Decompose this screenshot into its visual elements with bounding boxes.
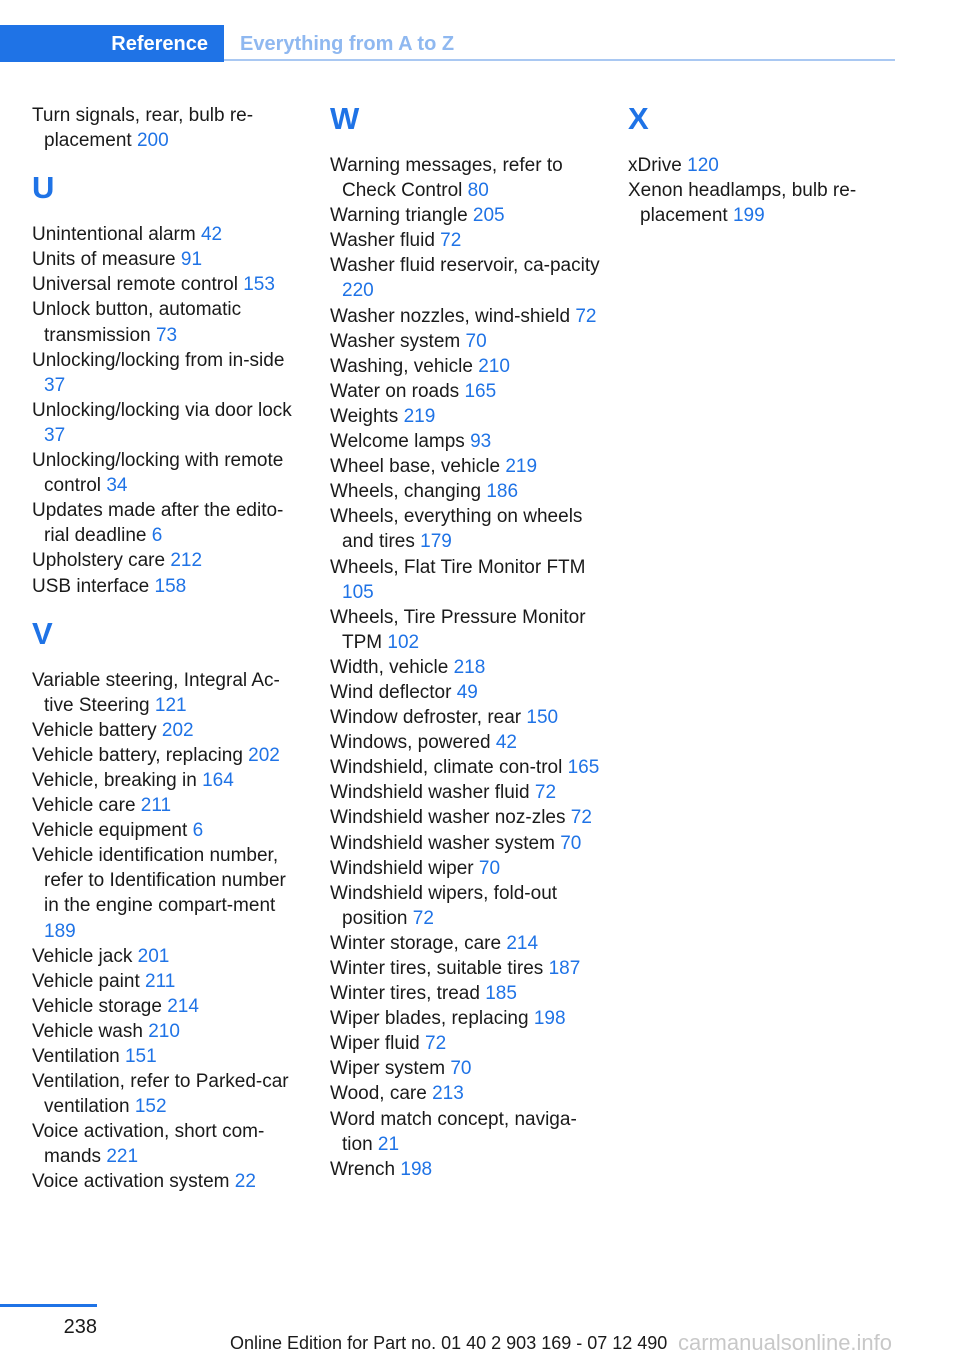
index-entry [330, 956, 602, 981]
chapter-tab[interactable] [0, 25, 224, 62]
index-entry-text: Warning triangle [330, 205, 468, 227]
index-entry-text: Wheels, everything on wheels and tires [330, 506, 583, 553]
page-reference-link[interactable]: 219 [403, 405, 436, 427]
index-entry-text: USB interface [32, 575, 150, 597]
index-entry [32, 297, 304, 347]
index-entry [330, 253, 602, 303]
index-entry [32, 498, 304, 548]
index-entry-text: Voice activation system [32, 1171, 230, 1193]
index-letter-heading: U [32, 170, 55, 206]
index-entry [628, 153, 900, 178]
index-entry [330, 856, 602, 881]
index-entry-text: Unlocking/locking with remote control [32, 450, 284, 497]
page-number: 238 [63, 1316, 97, 1338]
page-reference-link[interactable]: 201 [137, 945, 170, 967]
page-reference-link[interactable]: 200 [136, 130, 169, 152]
index-entry-text: Winter tires, suitable tires [330, 958, 544, 979]
index-letter-heading: W [330, 101, 360, 136]
page-reference-link[interactable]: 202 [161, 719, 194, 741]
index-entry-text: Vehicle battery [32, 719, 157, 741]
index-entry [32, 768, 304, 793]
page-reference-link[interactable]: 202 [248, 744, 280, 766]
page-reference-link[interactable]: 212 [170, 550, 203, 572]
page-reference-link[interactable]: 165 [464, 380, 497, 402]
index-entry [330, 1031, 602, 1056]
index-entry-text: Windshield washer fluid [330, 782, 530, 804]
index-entry [32, 247, 304, 272]
index-entry-text: Windshield washer system [330, 832, 555, 854]
index-entry [330, 655, 602, 680]
index-letter-heading: V [32, 615, 53, 651]
page-reference-link[interactable]: 72 [440, 230, 462, 252]
index-entry [330, 1056, 602, 1081]
page-reference-link[interactable]: 72 [412, 907, 434, 929]
index-entry-text: Windshield, climate con-trol [330, 757, 563, 779]
page-reference-link[interactable]: 213 [432, 1083, 464, 1105]
index-entry-text: Windshield wiper [330, 857, 474, 879]
index-entry-text: Wind deflector [330, 681, 452, 703]
index-entry-text: Vehicle equipment [32, 820, 188, 842]
index-entry [330, 329, 602, 354]
index-entry [330, 730, 602, 755]
index-entry-text: Winter storage, care [330, 932, 502, 954]
chapter-tab-label: Reference [111, 33, 208, 55]
page-reference-link[interactable]: 210 [148, 1020, 180, 1042]
index-entry [330, 831, 602, 856]
page-reference-link[interactable]: 72 [425, 1033, 447, 1055]
index-entry-text: Unlock button, automatic transmission [32, 299, 242, 346]
index-entry-text: Ventilation, refer to Parked-car ventilation [32, 1071, 289, 1118]
page-reference-link[interactable]: 70 [450, 1058, 472, 1080]
index-entry-text: Wheels, Flat Tire Monitor FTM [330, 556, 586, 578]
page-header [0, 25, 895, 62]
section-title[interactable]: Everything from A to Z [240, 33, 455, 55]
page-reference-link[interactable]: 189 [44, 920, 76, 942]
page-reference-link[interactable]: 70 [465, 330, 487, 352]
page-reference-link[interactable]: 218 [453, 656, 486, 678]
index-entry [32, 843, 304, 943]
page-reference-link[interactable]: 187 [548, 958, 581, 979]
index-entry-text: Word match concept, naviga-tion [330, 1108, 577, 1155]
index-entry-text: Wrench [330, 1158, 396, 1180]
index-entry [32, 222, 304, 247]
index-entry [32, 548, 304, 573]
index-entry [32, 1044, 304, 1069]
page-reference-link[interactable]: 211 [140, 795, 172, 817]
index-entry-text: Unlocking/locking from in-side [32, 349, 285, 371]
index-entry [628, 178, 900, 228]
index-letter-heading: X [628, 101, 649, 136]
index-entry-text: Xenon headlamps, bulb re-placement [628, 180, 857, 227]
index-entry [330, 881, 602, 931]
index-entry-text: Washer fluid reservoir, ca-pacity [330, 255, 600, 277]
page-reference-link[interactable]: 72 [575, 305, 597, 327]
index-entry [330, 479, 602, 504]
index-entry-text: Windows, powered [330, 732, 491, 754]
page-reference-link[interactable]: 70 [478, 857, 501, 879]
page-reference-link[interactable]: 121 [154, 694, 187, 716]
index-entry-text: Welcome lamps [330, 431, 465, 453]
index-entry [32, 574, 304, 599]
index-entry [330, 504, 602, 554]
index-entry [32, 718, 304, 743]
index-entry-text: Universal remote control [32, 274, 238, 296]
index-entry-text: Vehicle storage [32, 995, 162, 1017]
index-entry-text: Ventilation [32, 1046, 120, 1067]
index-entry-text: Windshield wipers, fold-out position [330, 882, 558, 929]
page-reference-link[interactable]: 120 [687, 155, 719, 176]
index-entry-text: Windshield washer noz-zles [330, 807, 566, 829]
page-reference-link[interactable]: 42 [495, 732, 517, 754]
page-reference-link[interactable]: 6 [192, 820, 204, 842]
page-reference-link[interactable]: 72 [570, 807, 592, 829]
index-entry [32, 1069, 304, 1119]
index-entry [32, 1019, 304, 1044]
index-entry [32, 793, 304, 818]
index-entry [330, 1107, 602, 1157]
index-entry [330, 203, 602, 228]
index-entry-text: Voice activation, short com-mands [32, 1121, 265, 1168]
index-entry [330, 1157, 602, 1182]
index-entry [330, 805, 602, 830]
page-reference-link[interactable]: 164 [202, 769, 234, 791]
page-reference-link[interactable]: 91 [180, 249, 203, 271]
page-reference-link[interactable]: 105 [342, 581, 374, 603]
index-entry-text: Washing, vehicle [330, 355, 473, 377]
index-entry-text: Vehicle battery, replacing [32, 744, 243, 766]
page-reference-link[interactable]: 49 [456, 681, 478, 703]
index-entry [32, 272, 304, 297]
index-entry [330, 404, 602, 429]
index-entry [32, 1169, 304, 1194]
index-entry [330, 680, 602, 705]
page-reference-link[interactable]: 199 [732, 205, 765, 227]
index-entry-text: Wheels, changing [330, 481, 482, 503]
index-entry-text: Weights [330, 405, 399, 427]
page-reference-link[interactable]: 42 [200, 224, 223, 246]
page-reference-link[interactable]: 186 [486, 481, 519, 503]
page-reference-link[interactable]: 21 [377, 1133, 400, 1155]
index-entry-text: Washer fluid [330, 230, 435, 252]
index-entry [330, 755, 602, 780]
index-entry-text: Water on roads [330, 380, 460, 402]
index-entry [330, 354, 602, 379]
index-entry-text: Wheel base, vehicle [330, 456, 501, 478]
page-reference-link[interactable]: 179 [420, 531, 452, 553]
index-entry-text: Units of measure [32, 249, 176, 271]
index-entry [32, 1119, 304, 1169]
page-reference-link[interactable]: 198 [533, 1008, 566, 1030]
index-entry-text: Window defroster, rear [330, 707, 522, 729]
index-entry-text: Winter tires, tread [330, 983, 480, 1005]
index-entry [330, 981, 602, 1006]
index-entry [32, 348, 304, 398]
index-entry-text: Vehicle paint [32, 970, 140, 992]
header-divider [224, 59, 895, 61]
index-entry-text: Washer system [330, 330, 461, 352]
page-reference-link[interactable]: 214 [506, 932, 539, 954]
index-entry [330, 931, 602, 956]
index-entry-text: Vehicle, breaking in [32, 769, 197, 791]
index-entry-text: Turn signals, rear, bulb re-placement [32, 105, 254, 152]
index-entry-text: xDrive [628, 155, 682, 176]
page-reference-link[interactable]: 80 [467, 180, 489, 202]
index-entry-text: Updates made after the edito-rial deadline [32, 500, 284, 547]
page-reference-link[interactable]: 72 [534, 782, 557, 804]
index-entry [330, 379, 602, 404]
index-entry [32, 818, 304, 843]
index-entry [330, 454, 602, 479]
index-entry-text: Wood, care [330, 1083, 427, 1105]
page-reference-link[interactable]: 150 [526, 707, 559, 729]
page-reference-link[interactable]: 102 [387, 631, 420, 653]
index-entry [330, 705, 602, 730]
page-reference-link[interactable]: 158 [154, 575, 187, 597]
page-reference-link[interactable]: 152 [134, 1096, 167, 1118]
index-entry [330, 1006, 602, 1031]
index-entry [32, 103, 304, 153]
index-entry [330, 429, 602, 454]
page-reference-link[interactable]: 198 [400, 1158, 433, 1180]
page-reference-link[interactable]: 34 [106, 475, 128, 497]
index-entry [330, 605, 602, 655]
page-reference-link[interactable]: 6 [151, 525, 163, 547]
page-reference-link[interactable]: 151 [124, 1046, 157, 1067]
index-entry-text: Vehicle care [32, 795, 136, 817]
index-entry [330, 304, 602, 329]
index-entry-text: Washer nozzles, wind-shield [330, 305, 571, 327]
footer-divider [0, 1304, 97, 1307]
page-reference-link[interactable]: 37 [44, 424, 66, 446]
watermark: carmanualsonline.info [678, 1330, 893, 1355]
page-reference-link[interactable]: 37 [44, 374, 66, 396]
page-reference-link[interactable]: 73 [155, 324, 178, 346]
index-entry [330, 1081, 602, 1106]
index-entry-text: Unlocking/locking via door lock [32, 399, 292, 421]
index-entry-text: Unintentional alarm [32, 224, 196, 246]
page-reference-link[interactable]: 220 [342, 280, 374, 302]
page-reference-link[interactable]: 185 [485, 983, 517, 1005]
index-entry [32, 448, 304, 498]
index-entry-text: Upholstery care [32, 550, 166, 572]
index-entry [32, 743, 304, 768]
page-reference-link[interactable]: 70 [560, 832, 582, 854]
index-entry [330, 780, 602, 805]
index-entry-text: Warning messages, refer to Check Control [330, 155, 563, 202]
page-reference-link[interactable]: 221 [106, 1146, 139, 1168]
page-reference-link[interactable]: 22 [234, 1171, 256, 1193]
index-entry [330, 228, 602, 253]
page-reference-link[interactable]: 219 [505, 456, 538, 478]
index-entry [330, 555, 602, 605]
page-reference-link[interactable]: 153 [243, 274, 275, 296]
index-entry-text: Vehicle wash [32, 1020, 143, 1042]
index-column-2 [330, 103, 602, 1182]
index-entry-text: Wheels, Tire Pressure Monitor TPM [330, 606, 586, 653]
index-entry-text: Width, vehicle [330, 656, 449, 678]
index-column-3 [628, 103, 900, 228]
index-entry-text: Variable steering, Integral Ac-tive Steering [32, 669, 280, 716]
index-entry-text: Wiper system [330, 1058, 446, 1080]
index-entry [32, 994, 304, 1019]
index-entry-text: Wiper fluid [330, 1033, 420, 1055]
index-entry [32, 398, 304, 448]
page-reference-link[interactable]: 93 [470, 431, 492, 453]
page-reference-link[interactable]: 211 [145, 970, 176, 992]
index-entry-text: Vehicle jack [32, 945, 133, 967]
index-entry [32, 969, 304, 994]
page-reference-link[interactable]: 214 [167, 995, 199, 1017]
page-reference-link[interactable]: 165 [567, 757, 600, 779]
page-reference-link[interactable]: 205 [472, 205, 505, 227]
index-entry-text: Wiper blades, replacing [330, 1008, 529, 1030]
edition-line: Online Edition for Part no. 01 40 2 903 169 - 07 12 490 [230, 1333, 668, 1353]
page-reference-link[interactable]: 210 [478, 355, 510, 377]
index-entry-text: Vehicle identification number, refer to Identification number in the engine compart-ment [32, 845, 286, 917]
index-entry [330, 153, 602, 203]
index-entry [32, 944, 304, 969]
index-entry [32, 668, 304, 718]
index-column-1 [32, 103, 304, 1195]
